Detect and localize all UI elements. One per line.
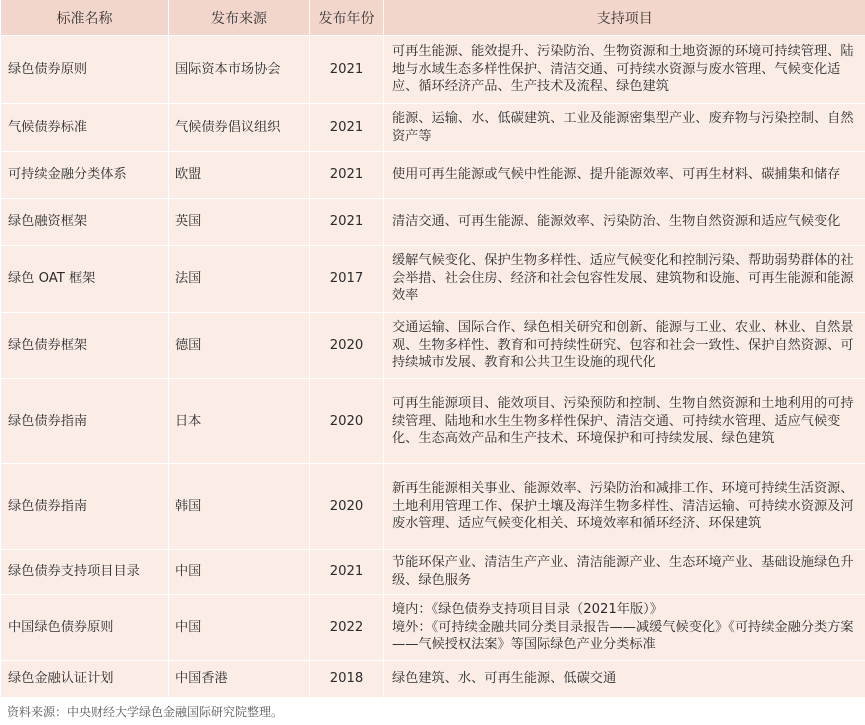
year-cell: 2021 (310, 549, 384, 595)
source-cell: 国际资本市场协会 (169, 36, 310, 104)
standard-name-cell: 绿色 OAT 框架 (1, 245, 169, 312)
items-cell: 可再生能源、能效提升、污染防治、生物资源和土地资源的环境可持续管理、陆地与水域生态多样性保护、清洁交通、可持续水资源与废水管理、气候变化适应、循环经济产品、生产技术及流程、绿色建筑 (384, 36, 865, 104)
table-row (1, 379, 865, 464)
header-standard-name: 标准名称 (1, 0, 169, 36)
source-cell: 英国 (169, 199, 310, 246)
year-cell: 2021 (310, 103, 384, 152)
table-row (1, 464, 865, 549)
items-cell: 可再生能源项目、能效项目、污染预防和控制、生物自然资源和土地利用的可持续管理、陆地和水生生物多样性保护、清洁交通、可持续水管理、适应气候变化、生态高效产品和生产技术、环境保护和可持续发展、绿色建筑 (384, 379, 865, 464)
year-cell: 2021 (310, 199, 384, 246)
table-row (1, 549, 865, 595)
source-cell: 中国 (169, 549, 310, 595)
standard-name-cell: 绿色债券指南 (1, 379, 169, 464)
year-cell: 2020 (310, 379, 384, 464)
items-cell: 缓解气候变化、保护生物多样性、适应气候变化和控制污染、帮助弱势群体的社会举措、社会住房、经济和社会包容性发展、建筑物和设施、可再生能源和能源效率 (384, 245, 865, 312)
source-cell: 日本 (169, 379, 310, 464)
items-cell: 使用可再生能源或气候中性能源、提升能源效率、可再生材料、碳捕集和储存 (384, 152, 865, 199)
source-footnote: 资料来源：中央财经大学绿色金融国际研究院整理。 (7, 705, 284, 719)
standard-name-cell: 绿色债券原则 (1, 36, 169, 104)
table-row (1, 312, 865, 379)
standard-name-cell: 可持续金融分类体系 (1, 152, 169, 199)
items-cell: 交通运输、国际合作、绿色相关研究和创新、能源与工业、农业、林业、自然景观、生物多样性、教育和可持续性研究、包容和社会一致性、保护自然资源、可持续城市发展、教育和公共卫生设施的现代化 (384, 312, 865, 379)
table-row (1, 103, 865, 152)
source-cell: 中国 (169, 595, 310, 661)
year-cell: 2021 (310, 36, 384, 104)
year-cell: 2018 (310, 660, 384, 697)
header-supported-items: 支持项目 (384, 0, 865, 36)
standard-name-cell: 绿色债券指南 (1, 464, 169, 549)
standard-name-cell: 中国绿色债券原则 (1, 595, 169, 661)
year-cell: 2022 (310, 595, 384, 661)
standard-name-cell: 绿色融资框架 (1, 199, 169, 246)
items-line-domestic: 境内：《绿色债券支持项目目录（2021年版）》 (392, 602, 663, 618)
standard-name-cell: 绿色债券框架 (1, 312, 169, 379)
standard-name-cell: 气候债券标准 (1, 103, 169, 152)
items-line-overseas: 境外：《可持续金融共同分类目录报告——减缓气候变化》《可持续金融分类方案——气候授权法案》等国际绿色产业分类标准 (392, 619, 854, 653)
source-cell: 韩国 (169, 464, 310, 549)
source-cell: 欧盟 (169, 152, 310, 199)
table-header-row (1, 0, 865, 36)
year-cell: 2017 (310, 245, 384, 312)
table-row (1, 36, 865, 104)
items-cell: 节能环保产业、清洁生产产业、清洁能源产业、生态环境产业、基础设施绿色升级、绿色服务 (384, 549, 865, 595)
items-cell (384, 595, 865, 661)
table-row (1, 152, 865, 199)
year-cell: 2021 (310, 152, 384, 199)
standard-name-cell: 绿色金融认证计划 (1, 660, 169, 697)
standard-name-cell: 绿色债券支持项目目录 (1, 549, 169, 595)
source-cell: 法国 (169, 245, 310, 312)
source-cell: 气候债券倡议组织 (169, 103, 310, 152)
header-year: 发布年份 (310, 0, 384, 36)
table-row (1, 595, 865, 661)
header-source: 发布来源 (169, 0, 310, 36)
year-cell: 2020 (310, 312, 384, 379)
items-cell: 新再生能源相关事业、能源效率、污染防治和减排工作、环境可持续生活资源、土地利用管理工作、保护土壤及海洋生物多样性、清洁运输、可持续水资源及河废水管理、适应气候变化相关、环境效率和循环经济、环保建筑 (384, 464, 865, 549)
items-cell: 清洁交通、可再生能源、能源效率、污染防治、生物自然资源和适应气候变化 (384, 199, 865, 246)
source-cell: 中国香港 (169, 660, 310, 697)
items-cell: 绿色建筑、水、可再生能源、低碳交通 (384, 660, 865, 697)
table-row (1, 199, 865, 246)
table-row (1, 245, 865, 312)
source-cell: 德国 (169, 312, 310, 379)
table-row (1, 660, 865, 697)
year-cell: 2020 (310, 464, 384, 549)
items-cell: 能源、运输、水、低碳建筑、工业及能源密集型产业、废弃物与污染控制、自然资产等 (384, 103, 865, 152)
